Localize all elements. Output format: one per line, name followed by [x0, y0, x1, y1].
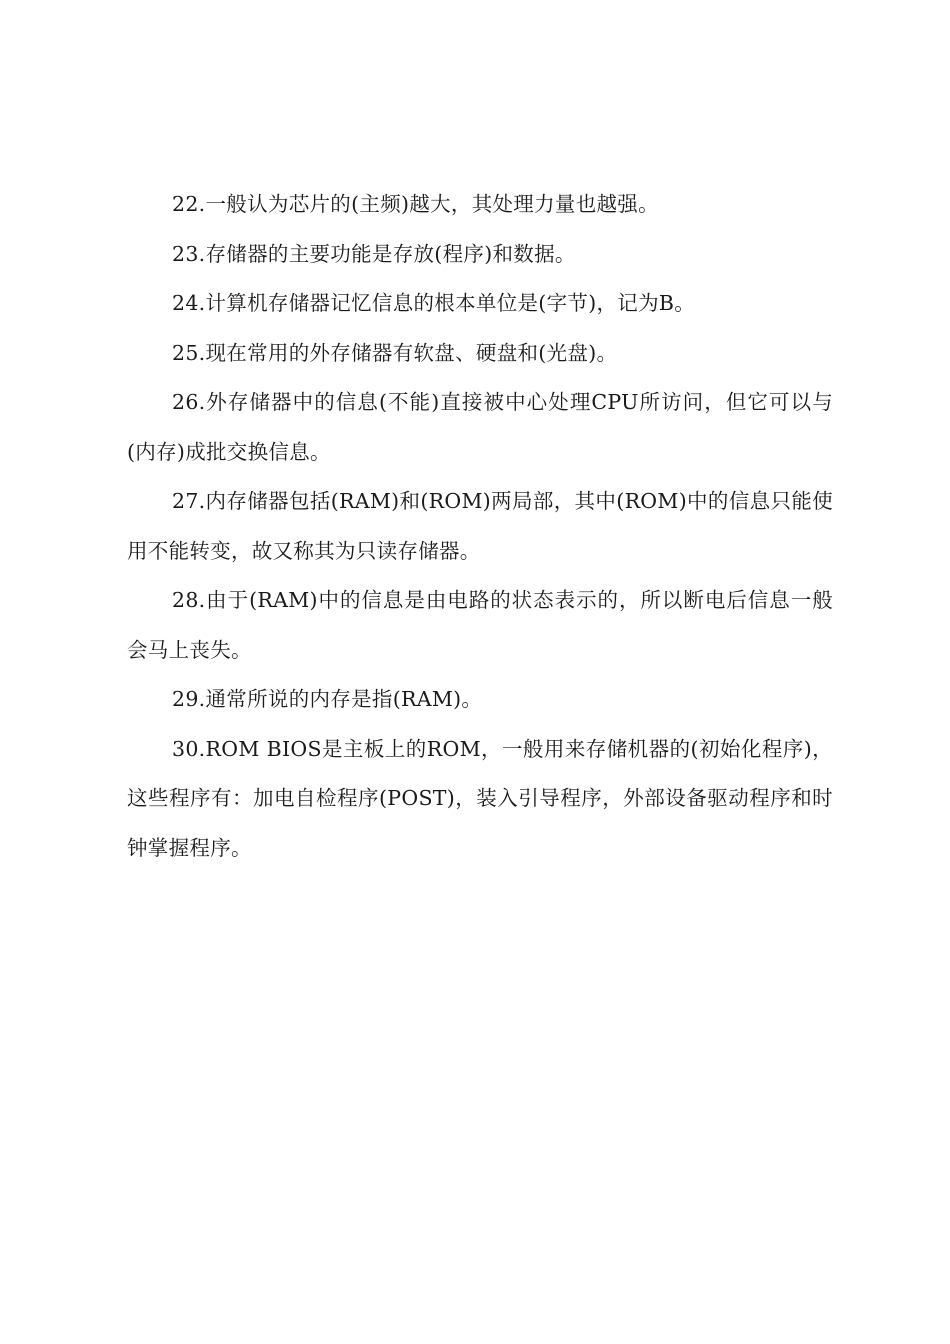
- document-body: [127, 180, 833, 873]
- paragraph-23: 23.存储器的主要功能是存放(程序)和数据。: [172, 241, 576, 266]
- paragraph-26: 26.外存储器中的信息(不能)直接被中心处理CPU所访问，但它可以与(内存)成批交换信息。: [127, 390, 833, 464]
- paragraph-30: 30.ROM BIOS是主板上的ROM，一般用来存储机器的(初始化程序)，这些程序有：加电自检程序(POST)，装入引导程序，外部设备驱动程序和时钟掌握程序。: [127, 736, 833, 860]
- paragraph-29: 29.通常所说的内存是指(RAM)。: [172, 687, 483, 711]
- paragraph-24: 24.计算机存储器记忆信息的根本单位是(字节)，记为B。: [172, 291, 696, 315]
- paragraph-25: 25.现在常用的外存储器有软盘、硬盘和(光盘)。: [172, 340, 618, 365]
- paragraph-27: 27.内存储器包括(RAM)和(ROM)两局部，其中(ROM)中的信息只能使用不能转变，故又称其为只读存储器。: [127, 489, 833, 563]
- paragraph-22: 22.一般认为芯片的(主频)越大，其处理力量也越强。: [172, 192, 659, 216]
- paragraph-28: 28.由于(RAM)中的信息是由电路的状态表示的，所以断电后信息一般会马上丧失。: [127, 588, 833, 662]
